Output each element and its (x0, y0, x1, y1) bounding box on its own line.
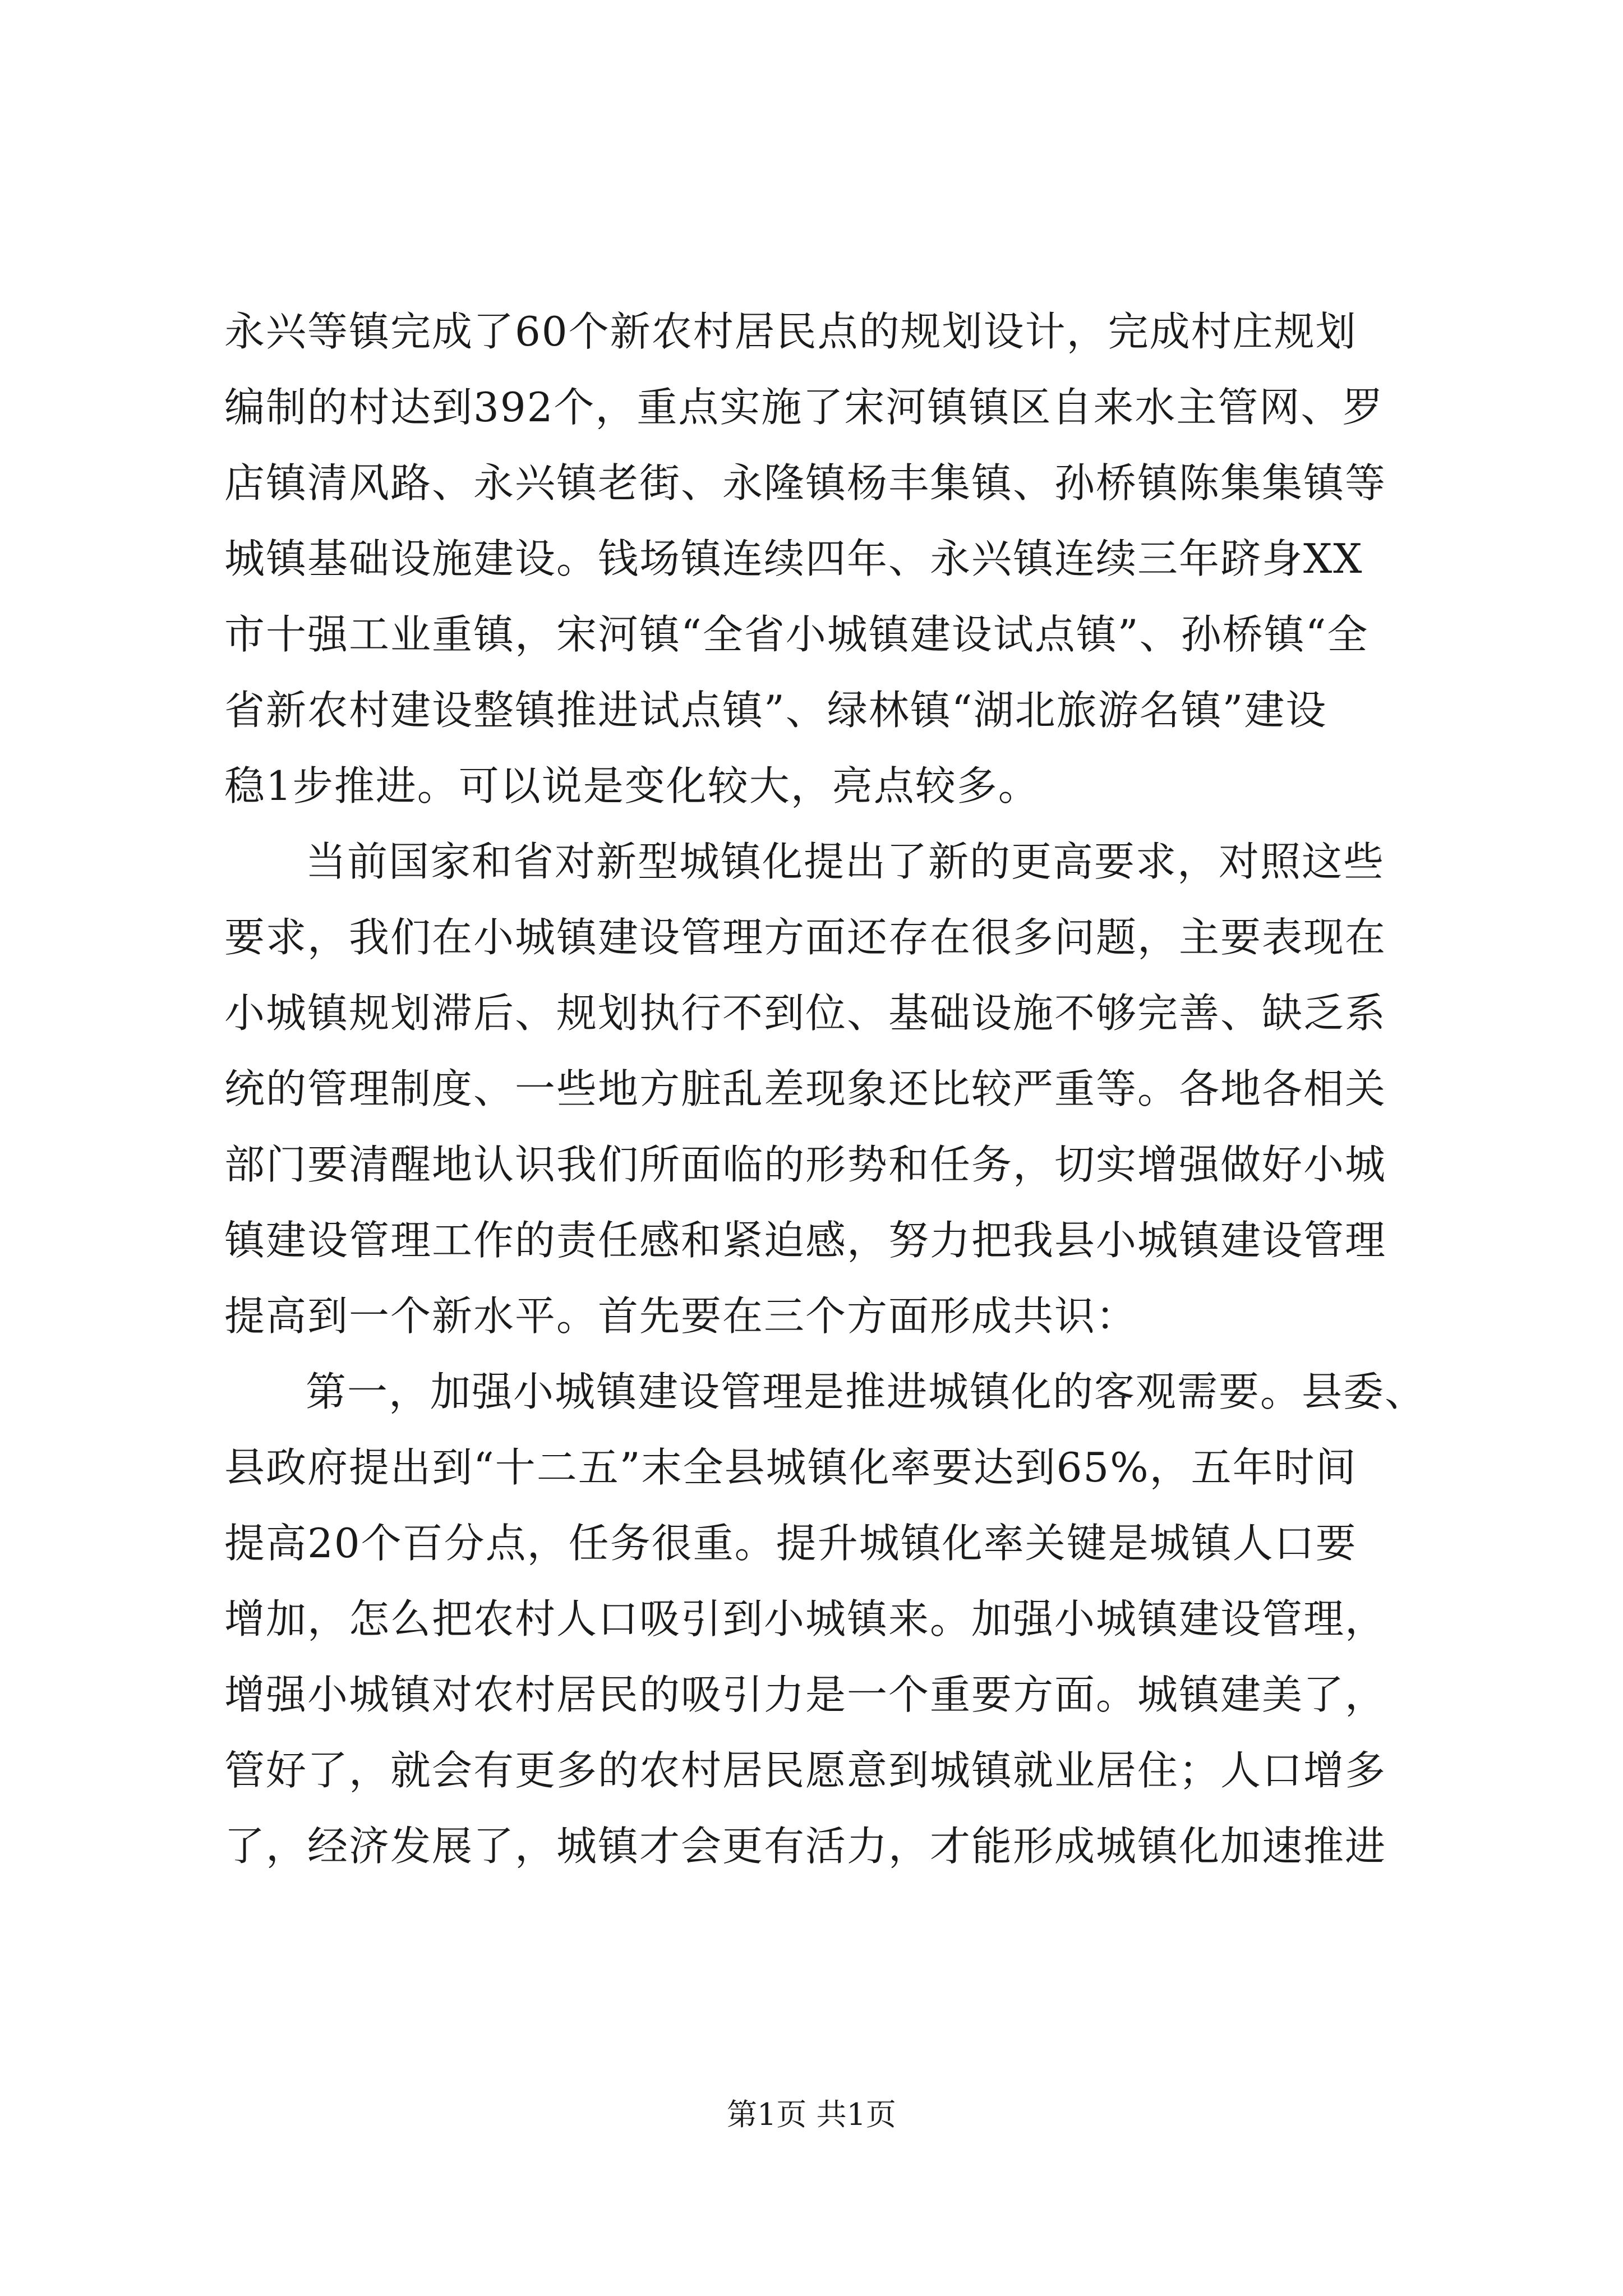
text-line: 县政府提出到“十二五”末全县城镇化率要达到65%，五年时间 (224, 1444, 1357, 1491)
text-line: 增强小城镇对农村居民的吸引力是一个重要方面。城镇建美了， (224, 1671, 1387, 1718)
text-line: 永兴等镇完成了60个新农村居民点的规划设计，完成村庄规划 (224, 308, 1357, 355)
text-line: 要求，我们在小城镇建设管理方面还存在很多问题，主要表现在 (224, 914, 1387, 961)
text-line: 城镇基础设施建设。钱场镇连续四年、永兴镇连续三年跻身XX (224, 535, 1363, 582)
text-line: 提高到一个新水平。首先要在三个方面形成共识： (224, 1292, 1138, 1340)
text-line: 省新农村建设整镇推进试点镇”、绿林镇“湖北旅游名镇”建设 (224, 687, 1327, 734)
text-line: 部门要清醒地认识我们所面临的形势和任务，切实增强做好小城 (224, 1141, 1387, 1188)
text-line: 市十强工业重镇，宋河镇“全省小城镇建设试点镇”、孙桥镇“全 (224, 611, 1369, 658)
text-line: 镇建设管理工作的责任感和紧迫感，努力把我县小城镇建设管理 (224, 1217, 1387, 1264)
text-line: 店镇清风路、永兴镇老街、永隆镇杨丰集镇、孙桥镇陈集集镇等 (224, 459, 1387, 507)
text-line: 增加，怎么把农村人口吸引到小城镇来。加强小城镇建设管理， (224, 1595, 1387, 1642)
page-number-footer: 第1页 共1页 (727, 2097, 896, 2132)
text-line: 编制的村达到392个，重点实施了宋河镇镇区自来水主管网、罗 (224, 384, 1384, 431)
paragraph-first-line: 第一，加强小城镇建设管理是推进城镇化的客观需要。县委、 (306, 1368, 1427, 1415)
paragraph-first-line: 当前国家和省对新型城镇化提出了新的更高要求，对照这些 (306, 838, 1385, 885)
text-line: 统的管理制度、一些地方脏乱差现象还比较严重等。各地各相关 (224, 1065, 1387, 1112)
text-line: 了，经济发展了，城镇才会更有活力，才能形成城镇化加速推进 (224, 1823, 1387, 1870)
text-line: 管好了，就会有更多的农村居民愿意到城镇就业居住；人口增多 (224, 1747, 1387, 1794)
text-line: 稳1步推进。可以说是变化较大，亮点较多。 (224, 762, 1040, 809)
text-line: 小城镇规划滞后、规划执行不到位、基础设施不够完善、缺乏系 (224, 990, 1387, 1037)
text-line: 提高20个百分点，任务很重。提升城镇化率关键是城镇人口要 (224, 1520, 1357, 1567)
